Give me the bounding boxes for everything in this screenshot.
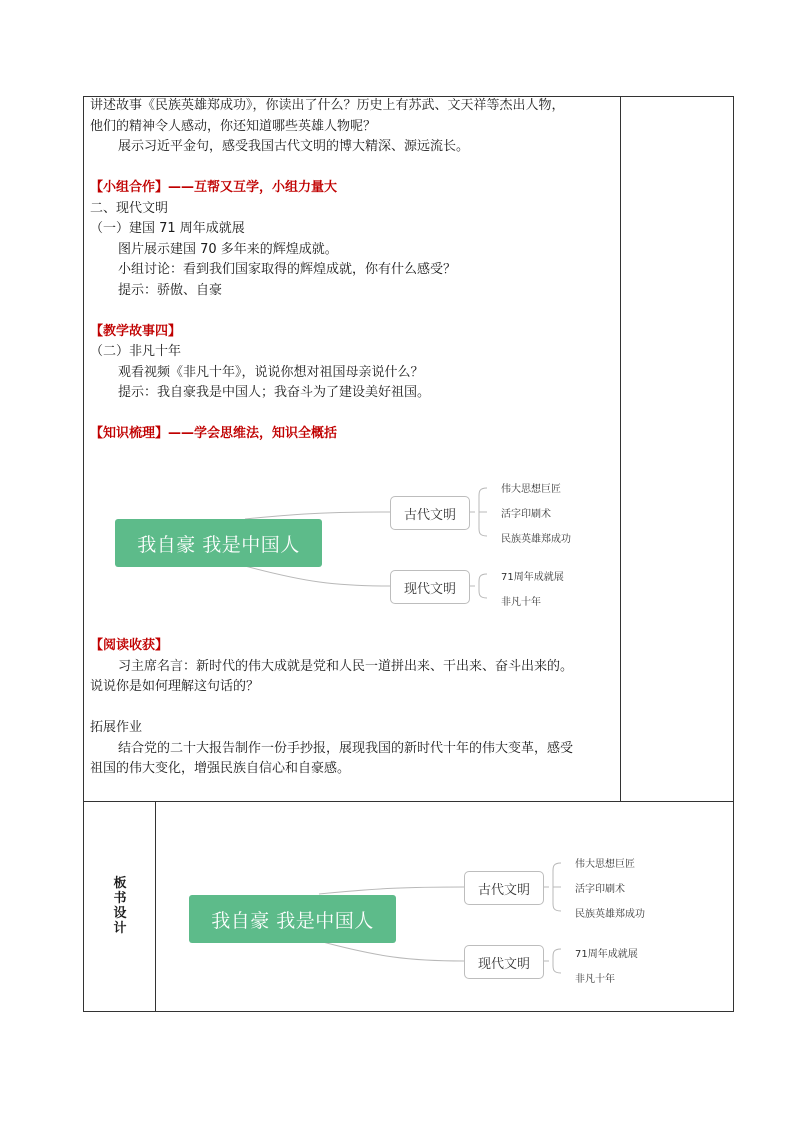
mindmap-root: 我自豪 我是中国人 [115, 519, 322, 567]
story-line: 他们的精神令人感动，你还知道哪些英雄人物呢？ [90, 118, 377, 134]
notes-cell [620, 96, 734, 802]
group-heading: 【小组合作】——互帮又互学，小组力量大 [90, 180, 338, 195]
mindmap-leaf: 民族英雄郑成功 [501, 534, 571, 545]
mindmap-leaf: 活字印刷术 [575, 884, 625, 895]
reading-line: 说说你是如何理解这句话的？ [90, 679, 260, 694]
knowledge-heading: 【知识梳理】——学会思维法，知识全概括 [90, 426, 338, 441]
reading-line: 习主席名言：新时代的伟大成就是党和人民一道拼出来、干出来、奋斗出来的。 [118, 658, 574, 674]
subsection-heading: （一）建国 71 周年成就展 [90, 221, 245, 236]
mindmap-leaf: 伟大思想巨匠 [501, 484, 561, 495]
text-line: 提示：骄傲、自豪 [118, 282, 223, 298]
text-line: 提示：我自豪我是中国人；我奋斗为了建设美好祖国。 [118, 385, 431, 400]
text-line: 观看视频《非凡十年》，说说你想对祖国母亲说什么？ [118, 364, 424, 380]
quote-line: 展示习近平金句，感受我国古代文明的博大精深、源远流长。 [118, 139, 470, 154]
homework-line: 结合党的二十大报告制作一份手抄报，展现我国的新时代十年的伟大变革，感受 [118, 740, 574, 756]
mindmap-branch-ancient: 古代文明 [464, 871, 544, 905]
story-line: 讲述故事《民族英雄郑成功》，你读出了什么？历史上有苏武、文天祥等杰出人物， [90, 98, 565, 113]
homework-line: 祖国的伟大变化，增强民族自信心和自豪感。 [90, 761, 351, 776]
text-line: 图片展示建国 70 多年来的辉煌成就。 [118, 241, 338, 257]
mindmap-leaf: 活字印刷术 [501, 509, 551, 520]
lesson-content [90, 96, 620, 445]
section-heading: 二、现代文明 [90, 200, 169, 216]
mindmap-board [189, 853, 669, 987]
text-line: 小组讨论：看到我们国家取得的辉煌成就，你有什么感受？ [118, 262, 457, 277]
mindmap-knowledge [115, 478, 595, 612]
mindmap-branch-modern: 现代文明 [464, 945, 544, 979]
mindmap-root: 我自豪 我是中国人 [189, 895, 396, 943]
board-design-label: 板 书 设 计 [113, 876, 127, 936]
mindmap-leaf: 民族英雄郑成功 [575, 909, 645, 920]
mindmap-branch-ancient: 古代文明 [390, 496, 470, 530]
mindmap-branch-modern: 现代文明 [390, 570, 470, 604]
mindmap-leaf: 非凡十年 [575, 974, 615, 985]
lesson-content-lower [90, 636, 620, 780]
subsection-heading: （二）非凡十年 [90, 344, 182, 359]
story-four-heading: 【教学故事四】 [90, 323, 182, 339]
mindmap-leaf: 伟大思想巨匠 [575, 859, 635, 870]
reading-heading: 【阅读收获】 [90, 638, 169, 653]
homework-heading: 拓展作业 [90, 720, 143, 735]
mindmap-leaf: 71周年成就展 [501, 572, 564, 583]
mindmap-leaf: 71周年成就展 [575, 949, 638, 960]
mindmap-leaf: 非凡十年 [501, 597, 541, 608]
